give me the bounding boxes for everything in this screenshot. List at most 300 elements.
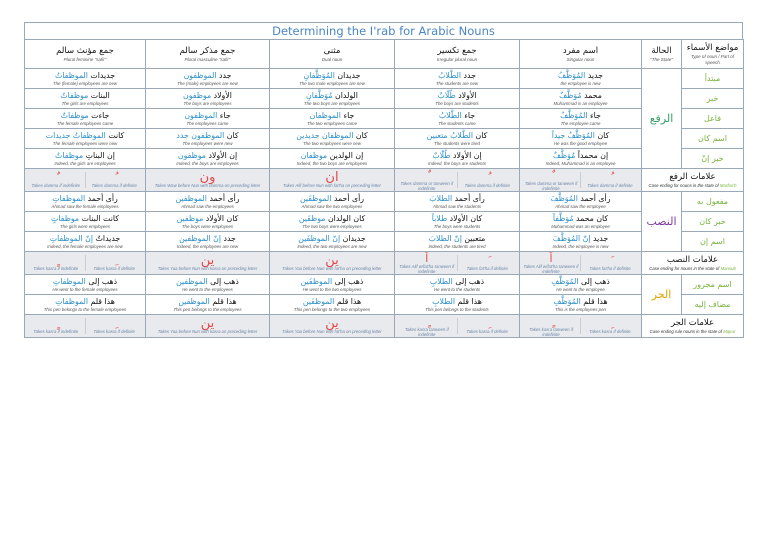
translation-text: Ahmad saw the employee [555, 204, 606, 209]
example-cell [520, 89, 642, 109]
sentence-text: هذا قلم [583, 297, 608, 306]
case-mark-symbol: ين [325, 253, 339, 268]
marker-cell [395, 252, 520, 275]
example-sentence [272, 130, 392, 141]
signs-label-nasb [642, 252, 744, 275]
case-mark-note: Takes damma if definite [587, 183, 633, 188]
marker-cell [270, 315, 395, 338]
function-label: اسم مجرور [682, 275, 744, 295]
sentence-text: هذا قلم [90, 297, 115, 306]
example-cell [395, 129, 520, 149]
example-cell [146, 275, 270, 295]
highlighted-noun: الموظفاتُ [54, 71, 88, 80]
example-cell [146, 69, 270, 89]
example-sentence [397, 150, 517, 161]
sentence-text: كان [226, 131, 239, 140]
highlighted-noun: موظفَين [298, 214, 326, 223]
highlighted-noun: موظفين [176, 214, 204, 223]
example-row [25, 69, 744, 89]
highlighted-noun: المُوَظَّفُ جيداً [551, 131, 595, 140]
case-mark-symbol [458, 172, 518, 183]
translation-text: Indeed, the girls are employees [54, 161, 116, 166]
marker-cell [146, 315, 270, 338]
sentence-text: إن محمداً [577, 151, 609, 160]
example-cell [395, 109, 520, 129]
header-plural-feminine: جمع مؤنث سالم Plural feminine "safir" [25, 40, 146, 69]
translation-text: The (male) employees are new [177, 81, 238, 86]
translation-text: The (female) employees are new [52, 81, 118, 86]
highlighted-noun: موظفاتٌ [60, 91, 89, 100]
example-cell [270, 232, 395, 252]
case-mark-symbol [27, 318, 85, 329]
translation-text: The female employees were new [52, 141, 118, 146]
highlighted-noun: المُوَظَّفُ [557, 71, 586, 80]
example-cell [395, 149, 520, 169]
example-sentence [27, 213, 143, 224]
sentence-text: جدد [219, 71, 232, 80]
sentence-text: رأى أحمد [580, 194, 611, 203]
example-cell [25, 129, 146, 149]
sentence-text: جدد [463, 71, 476, 80]
highlighted-noun: المُوَظَّفِ [551, 277, 579, 286]
case-mark-symbol: ون [199, 170, 216, 185]
sentence-text: جاء [464, 111, 476, 120]
translation-text: Indeed, the boys are students [428, 161, 486, 166]
example-sentence [522, 150, 639, 161]
example-sentence [272, 150, 392, 161]
example-sentence [148, 296, 267, 307]
example-sentence [148, 193, 267, 204]
example-cell [25, 275, 146, 295]
highlighted-noun: الموظفَين [302, 297, 335, 306]
case-mark-note: Takes kasra if definite [589, 329, 631, 334]
header-dual: مثنى Dual noun [270, 40, 395, 69]
highlighted-noun: الموظفاتُ جديدات [45, 131, 106, 140]
example-sentence [522, 296, 639, 307]
case-mark-note: Takes Yaa before Nun with fat'ha on preceding letter [282, 266, 382, 271]
signs-state-name: Majrur [723, 328, 736, 334]
translation-text: The employees came [186, 121, 229, 126]
case-mark-note: Takes kasra if indefinite [33, 329, 79, 334]
case-mark-symbol [581, 318, 639, 329]
example-row [25, 192, 744, 212]
signs-state-name: Marfoo'h [719, 182, 737, 188]
example-cell [146, 232, 270, 252]
translation-text: He went to the students [433, 287, 481, 292]
translation-text: The students are new [435, 81, 479, 86]
translation-text: Ahmad saw the female employees [51, 204, 119, 209]
sentence-text: ذهب إلى [88, 277, 118, 286]
function-label: اسم كان [682, 129, 744, 149]
example-sentence [272, 193, 392, 204]
example-sentence [522, 110, 639, 121]
sentence-text: كانت البنات [81, 214, 119, 223]
example-sentence [148, 276, 267, 287]
example-cell [395, 295, 520, 315]
example-sentence [148, 130, 267, 141]
example-sentence [522, 276, 639, 287]
example-cell [270, 212, 395, 232]
example-cell [25, 109, 146, 129]
header-irregular-plural: جمع تكسير Irregular plural noun [395, 40, 520, 69]
marker-cell [270, 169, 395, 192]
example-row [25, 129, 744, 149]
case-mark-symbol [27, 255, 85, 266]
example-row [25, 295, 744, 315]
highlighted-noun: الطلابِ [429, 277, 453, 286]
case-mark-note: Takes Yaa before Nun with kasra on preceding letter [157, 329, 258, 334]
example-cell [395, 89, 520, 109]
translation-text: He went to the employees [182, 287, 233, 292]
highlighted-noun: الطُّلابُ متعبين [426, 131, 474, 140]
example-sentence [522, 233, 639, 244]
highlighted-noun: موظفاتٌ [55, 151, 84, 160]
example-sentence [148, 90, 267, 101]
example-cell [395, 69, 520, 89]
header-part-of-speech: مواضع الأسماء Type of noun / Part of speech [682, 40, 744, 69]
header-plural-masculine: جمع مذكر سالم Plural masculine "safir" [146, 40, 270, 69]
translation-text: The female employees came [56, 121, 114, 126]
highlighted-noun: موظفون [183, 91, 212, 100]
marker-row-raf [25, 169, 744, 192]
example-cell [270, 295, 395, 315]
example-cell [270, 192, 395, 212]
sentence-text: جاء [589, 111, 601, 120]
signs-label-raf [642, 169, 744, 192]
highlighted-noun: الطُّلابُ [438, 111, 462, 120]
highlighted-noun: الموظفين [178, 297, 210, 306]
translation-text: Indeed, Muhammad is an employee [545, 161, 616, 166]
translation-text: The two boys are employees [303, 101, 361, 106]
sentence-text: هذا قلم [336, 297, 362, 306]
highlighted-noun: المُوَظَّفِ [553, 297, 581, 306]
translation-text: This pen belongs to the students [425, 307, 489, 312]
sentence-text: كان [597, 131, 610, 140]
example-cell [25, 212, 146, 232]
case-mark-note: Takes damma if definite [464, 183, 510, 188]
highlighted-noun: الموظفان جديدين [296, 131, 354, 140]
example-cell [520, 149, 642, 169]
highlighted-noun: مُوَظَّفانِ [306, 91, 333, 100]
case-mark-symbol [458, 318, 518, 329]
highlighted-noun: الموظفاتِ [52, 277, 86, 286]
example-sentence [522, 193, 639, 204]
case-mark-symbol [86, 318, 144, 329]
example-sentence [397, 130, 517, 141]
case-mark-note: Takes kasra tanween if indefinite [404, 326, 449, 337]
translation-text: The girls were employees [59, 224, 111, 229]
highlighted-noun: الموظفاتِ [55, 297, 89, 306]
example-sentence [148, 70, 267, 81]
sentence-text: جديد [587, 71, 604, 80]
function-label: مبتدأ [682, 69, 744, 89]
example-cell [25, 89, 146, 109]
marker-row-nasb [25, 252, 744, 275]
example-cell [520, 212, 642, 232]
sentence-text: جديدات [90, 71, 116, 80]
example-sentence [148, 233, 267, 244]
sentence-text: إن الأولاد [208, 151, 238, 160]
case-mark-note: Takes kasra if definite [466, 329, 508, 334]
marker-cell [520, 252, 642, 275]
example-cell [25, 295, 146, 315]
case-mark-note: Takes Yaa before Nun with fat'ha on preceding letter [282, 329, 382, 334]
example-cell [146, 129, 270, 149]
sentence-text: الولدان [335, 91, 358, 100]
sentence-text: محمد [584, 91, 602, 100]
function-label: مفعول به [682, 192, 744, 212]
translation-text: This is the employees pen [554, 307, 606, 312]
translation-text: This pen belongs to the employees [173, 307, 242, 312]
sentence-text: الأولاد [458, 91, 477, 100]
example-sentence [522, 90, 639, 101]
case-mark-note: Takes damma if indefinite [31, 183, 81, 188]
sentence-text: جديد [593, 234, 609, 243]
highlighted-noun: إنّ الطلابَ [428, 234, 462, 243]
translation-text: The employees were new [182, 141, 233, 146]
case-mark-note: Takes kasra if definite [93, 266, 135, 271]
case-mark-note: Takes Alif w/fat'ha tanween if indefinite [399, 263, 455, 274]
example-sentence [148, 150, 267, 161]
translation-text: Indeed, the two boys are employees [296, 161, 368, 166]
marker-row-jarr [25, 315, 744, 338]
example-cell [520, 69, 642, 89]
case-mark-note: Takes Waw before Nun with damma on preceding letter [154, 183, 261, 188]
translation-text: The two male employees are new [299, 81, 365, 86]
translation-text: The two employees came [306, 121, 358, 126]
translation-text: The boys are employees [183, 101, 232, 106]
highlighted-noun: الطلابَ [429, 194, 453, 203]
translation-text: Ahmad saw the employees [181, 204, 234, 209]
marker-cell [395, 315, 520, 338]
signs-description: Case ending for nouns in the state of [648, 182, 719, 188]
sentence-text: كانت [108, 131, 125, 140]
marker-cell [25, 315, 146, 338]
case-mark-symbol: ين [325, 316, 339, 331]
case-mark-symbol: ين [200, 253, 215, 268]
highlighted-noun: الموظفاتِ [52, 194, 86, 203]
sentence-text: ذهب إلى [210, 277, 239, 286]
sentence-text: الأولاد [213, 91, 232, 100]
example-sentence [397, 90, 517, 101]
example-sentence [397, 213, 517, 224]
sentence-text: جاء [343, 111, 355, 120]
example-cell [270, 109, 395, 129]
example-cell [270, 69, 395, 89]
translation-text: The two boys were employees [302, 224, 362, 229]
example-cell [146, 192, 270, 212]
translation-text: Indeed, the two employees are new [297, 244, 367, 249]
example-sentence [272, 296, 392, 307]
case-mark-note: Takes Alif before Nun with fat'ha on preceding letter [283, 183, 381, 188]
sentence-text: جديدان [342, 234, 366, 243]
translation-text: Indeed, the students are tired [428, 244, 486, 249]
marker-cell [520, 169, 642, 192]
function-label: مضاف إليه [682, 295, 744, 315]
translation-text: He went to the female employees [52, 287, 118, 292]
example-cell [146, 295, 270, 315]
marker-cell [395, 169, 520, 192]
example-sentence [27, 233, 143, 244]
example-cell [395, 275, 520, 295]
function-label: خبر [682, 89, 744, 109]
case-mark-symbol [458, 255, 518, 266]
signs-label-jarr [642, 315, 744, 338]
highlighted-noun: إنّ الموظفاتِ [49, 234, 94, 243]
example-row [25, 89, 744, 109]
marker-cell [25, 252, 146, 275]
highlighted-noun: طلاباً [431, 214, 448, 223]
case-mark-note: Takes Alif w/fat'ha tanween if indefinite [523, 263, 579, 274]
example-cell [25, 149, 146, 169]
marker-cell [146, 169, 270, 192]
example-row [25, 275, 744, 295]
case-mark-note: Takes kasra if definite [93, 329, 135, 334]
function-label: فاعل [682, 109, 744, 129]
highlighted-noun: إنّ المُوَظَّفَ [552, 234, 591, 243]
signs-title: علامات النصب [666, 254, 719, 265]
case-mark-symbol [397, 170, 457, 181]
example-cell [25, 232, 146, 252]
sentence-text: رأى أحمد [333, 194, 365, 203]
case-mark-symbol: اً [425, 251, 429, 265]
header-row [25, 40, 744, 69]
case-mark-note: Takes damma if definite [91, 183, 137, 188]
translation-text: Muhammad is an employee [553, 101, 608, 106]
case-mark-note: Takes fat'ha if definite [466, 266, 508, 271]
example-sentence [272, 213, 392, 224]
translation-text: The girls are employees [61, 101, 109, 106]
function-label: خبر إنّ [682, 149, 744, 169]
example-sentence [272, 276, 392, 287]
highlighted-noun: المُوَظَّفَ [550, 194, 578, 203]
case-mark-symbol: ين [200, 316, 215, 331]
example-sentence [27, 130, 143, 141]
example-cell [395, 192, 520, 212]
sentence-text: هذا قلم [212, 297, 237, 306]
marker-cell [146, 252, 270, 275]
example-cell [146, 212, 270, 232]
translation-text: This pen belongs to the female employees [43, 307, 127, 312]
example-cell [146, 109, 270, 129]
example-cell [25, 192, 146, 212]
case-mark-symbol: ان [325, 170, 339, 185]
example-sentence [27, 193, 143, 204]
highlighted-noun: المُوَظَّفُ [560, 111, 588, 120]
translation-text: the employee is new [560, 81, 601, 86]
signs-description: Case ending rule nouns in the state of [649, 328, 722, 334]
example-cell [520, 232, 642, 252]
highlighted-noun: الموظفون [184, 111, 218, 120]
signs-state-name: Mansub [720, 265, 736, 271]
example-sentence [397, 193, 517, 204]
sentence-text: كان [475, 131, 488, 140]
highlighted-noun: الموظفون [183, 71, 217, 80]
sentence-text: جاء [219, 111, 231, 120]
translation-text: The students were tired [434, 141, 480, 146]
highlighted-noun: مُوَظَّفاً [552, 214, 574, 223]
example-sentence [27, 276, 143, 287]
page-title: Determining the I'rab for Arabic Nouns [24, 22, 743, 39]
highlighted-noun: موظفاتٌ [60, 111, 89, 120]
translation-text: He went to the employee [556, 287, 605, 292]
example-sentence [148, 110, 267, 121]
sentence-text: ذهب إلى [455, 277, 485, 286]
sentence-text: ذهب إلى [581, 277, 610, 286]
example-cell [520, 295, 642, 315]
example-cell [395, 232, 520, 252]
translation-text: Muhammad was an employee [551, 224, 610, 229]
sentence-text: إن الأولاد [453, 151, 482, 160]
sentence-text: جاءت [91, 111, 110, 120]
signs-description: Case ending for nouns in the state of [649, 265, 720, 271]
sentence-text: جديداتٌ [95, 234, 121, 243]
example-sentence [272, 233, 392, 244]
example-cell [270, 129, 395, 149]
case-mark-symbol [397, 316, 457, 327]
highlighted-noun: موظفاتٍ [51, 214, 80, 223]
signs-title: علامات الرفع [669, 171, 716, 182]
example-cell [25, 69, 146, 89]
example-cell [520, 129, 642, 149]
sentence-text: البنات [90, 91, 110, 100]
sentence-text: كان الأولاد [205, 214, 239, 223]
highlighted-noun: إنّ الموظفَين [298, 234, 341, 243]
example-cell [270, 89, 395, 109]
marker-cell [270, 252, 395, 275]
sentence-text: كان [355, 131, 368, 140]
marker-cell [25, 169, 146, 192]
sentence-text: كان محمد [576, 214, 609, 223]
highlighted-noun: مُوَظَّفٌ [559, 91, 582, 100]
translation-text: He was the good employee [553, 141, 608, 146]
translation-text: The boys are students [435, 101, 479, 106]
highlighted-noun: الموظفَين [299, 194, 332, 203]
case-mark-note: Takes damma or tanween if indefinite [524, 180, 578, 191]
sentence-text: جديدان [337, 71, 361, 80]
signs-title: علامات الجر [670, 317, 715, 328]
header-singular: اسم مفرد Singular noun [520, 40, 642, 69]
example-cell [520, 275, 642, 295]
translation-text: The boys were students [433, 224, 481, 229]
translation-text: The students came [438, 121, 476, 126]
example-sentence [27, 150, 143, 161]
translation-text: This pen belongs to the two employees [293, 307, 371, 312]
example-cell [146, 149, 270, 169]
example-cell [270, 149, 395, 169]
case-mark-symbol [86, 172, 144, 183]
example-sentence [272, 110, 392, 121]
sentence-text: إن البناتِ [85, 151, 115, 160]
example-row [25, 232, 744, 252]
translation-text: Indeed, the employees are new [176, 244, 239, 249]
case-mark-symbol [581, 255, 639, 266]
example-cell [520, 109, 642, 129]
case-label-nasb: النصب [642, 192, 682, 252]
case-mark-symbol [86, 255, 144, 266]
irab-table [24, 39, 744, 338]
example-sentence [27, 110, 143, 121]
highlighted-noun: الموظفان [309, 111, 341, 120]
highlighted-noun: الموظفين [175, 194, 207, 203]
example-cell [146, 89, 270, 109]
sentence-text: كان الولدان [327, 214, 366, 223]
sentence-text: رأى أحمد [87, 194, 118, 203]
example-sentence [522, 213, 639, 224]
case-mark-note: Takes kasra tanween if indefinite [529, 326, 573, 337]
case-label-raf: الرفع [642, 69, 682, 169]
case-mark-symbol [522, 170, 580, 181]
